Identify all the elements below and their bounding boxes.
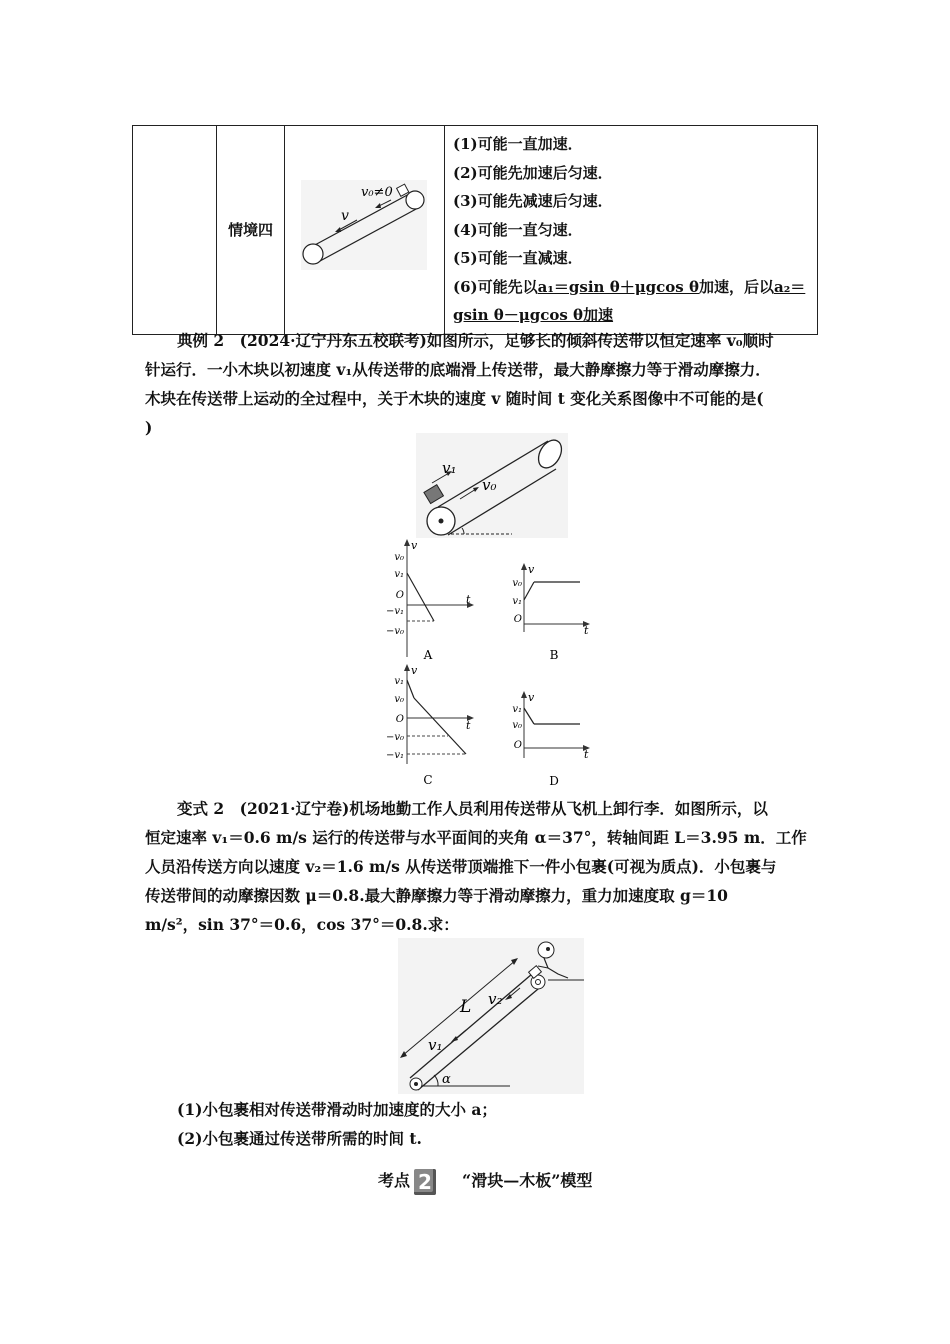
graph-caption: C — [423, 773, 433, 787]
figure-background — [398, 938, 584, 1094]
case-4: (4)可能一直匀速． — [453, 220, 583, 239]
example-2-line-1: 典例 2 (2024·辽宁丹东五校联考)如图所示，足够长的倾斜传送带以恒定速率 v₀顺时 — [177, 331, 774, 350]
question-1: (1)小包裹相对传送带滑动时加速度的大小 a； — [177, 1100, 497, 1119]
origin-label: O — [395, 590, 404, 601]
origin-label: O — [513, 614, 522, 625]
pulley-axle — [439, 519, 444, 524]
tick-label: v₁ — [512, 596, 522, 607]
case-6-mid: 加速，后以 — [698, 277, 774, 296]
case-1: (1)可能一直加速． — [453, 135, 583, 153]
arrowhead — [404, 664, 410, 671]
v0-label: v₀≠0 — [361, 184, 393, 200]
variant-2-line-3: 人员沿传送方向以速度 v₂＝1.6 m/s 从传送带顶端推下一件小包裹(可视为质点)．小包裹与 — [145, 857, 777, 876]
situation-label: 情境四 — [217, 126, 285, 335]
worker-head — [538, 942, 554, 958]
case-5: (5)可能一直减速． — [453, 249, 583, 267]
variant-2-airport-conveyor-figure — [398, 938, 584, 1094]
tick-label: v₀ — [512, 578, 522, 589]
axis-v-label: v — [411, 539, 418, 552]
variant-2-questions — [177, 1095, 777, 1153]
graph-A — [370, 537, 490, 665]
axis-v-label: v — [528, 563, 535, 576]
situation-table — [132, 125, 818, 335]
case-6-suffix: 加速 — [583, 306, 614, 324]
tick-label: v₀ — [512, 720, 522, 731]
question-2: (2)小包裹通过传送带所需的时间 t. — [177, 1129, 422, 1148]
v-t-line — [407, 573, 434, 621]
graph-B — [500, 560, 600, 664]
case-6-formula-2a: a₂＝ — [774, 277, 806, 296]
origin-label: O — [395, 714, 404, 725]
tick-label: v₁ — [394, 569, 404, 580]
axis-t-label: t — [584, 624, 589, 637]
case-6-formula-2b: gsin θ－μgcos θ — [453, 306, 584, 324]
pulley-axle — [414, 1082, 418, 1086]
case-2: (2)可能先加速后匀速． — [453, 163, 613, 182]
tick-label: v₀ — [394, 552, 404, 563]
fig-alpha-label: α — [442, 1072, 451, 1087]
conveyor-diagram-situation4 — [285, 128, 444, 328]
variant-2-line-5: m/s²，sin 37°＝0.6，cos 37°＝0.8.求： — [145, 915, 459, 934]
fig-v1-label: v₁ — [428, 1036, 443, 1054]
section-heading — [378, 1168, 678, 1195]
v-label: v — [341, 207, 349, 224]
section-number-badge: 2 — [414, 1169, 436, 1195]
situation-cases — [445, 126, 818, 335]
origin-label: O — [513, 740, 522, 751]
section-prefix: 考点 — [378, 1171, 411, 1190]
tick-label: −v₀ — [385, 732, 404, 743]
tick-label: −v₀ — [385, 626, 404, 637]
fig-v0-label: v₀ — [482, 476, 497, 494]
example-2-text — [145, 326, 815, 442]
tick-label: v₁ — [394, 676, 404, 687]
arrowhead — [521, 691, 527, 698]
fig-v1-label: v₁ — [442, 459, 457, 477]
axis-v-label: v — [411, 664, 418, 677]
tick-label: −v₁ — [385, 606, 404, 617]
graph-caption: D — [549, 774, 559, 788]
case-6-prefix: (6)可能先以 — [453, 277, 538, 296]
arrowhead — [404, 539, 410, 546]
v-t-line-rise — [524, 582, 534, 600]
example-2-line-2: 针运行．一小木块以初速度 v₁从传送带的底端滑上传送带，最大静摩擦力等于滑动摩擦力． — [145, 360, 771, 379]
example-2-line-4: ) — [145, 418, 153, 437]
tick-label: −v₁ — [385, 750, 404, 761]
example-2-conveyor-figure — [416, 433, 568, 538]
variant-2-text — [145, 794, 815, 939]
v-t-line-gentle — [414, 698, 466, 754]
variant-2-line-4: 传送带间的动摩擦因数 μ＝0.8.最大静摩擦力等于滑动摩擦力，重力加速度取 g＝10 — [145, 886, 728, 905]
graph-caption: A — [423, 648, 433, 662]
worker-eye — [546, 947, 550, 951]
fig-v2-label: v₂ — [488, 990, 503, 1008]
axis-t-label: t — [466, 593, 471, 606]
case-6 — [453, 273, 809, 302]
bottom-pulley — [303, 244, 323, 264]
top-pulley — [406, 191, 424, 209]
graph-C — [370, 662, 490, 790]
graph-caption: B — [549, 648, 559, 662]
variant-2-line-2: 恒定速率 v₁＝0.6 m/s 运行的传送带与水平面间的夹角 α＝37°，转轴间距 L＝3.95 m．工作 — [145, 828, 807, 847]
tick-label: v₀ — [394, 694, 404, 705]
tick-label: v₁ — [512, 704, 522, 715]
graph-D — [500, 688, 600, 790]
fig-L-label: L — [460, 997, 472, 1017]
v-t-line-steep — [407, 680, 414, 698]
case-6-formula-1: a₁＝gsin θ＋μgcos θ — [537, 277, 699, 296]
variant-2-line-1: 变式 2 (2021·辽宁卷)机场地勤工作人员利用传送带从飞机上卸行李．如图所示，以 — [177, 799, 768, 818]
axis-t-label: t — [466, 719, 471, 732]
case-3: (3)可能先减速后匀速． — [453, 192, 613, 210]
axis-t-label: t — [584, 748, 589, 761]
pulley-axle — [536, 980, 541, 985]
arrowhead — [521, 563, 527, 570]
v-t-line-drop — [524, 708, 534, 724]
table-empty-cell — [133, 126, 217, 335]
axis-v-label: v — [528, 691, 535, 704]
section-title: “滑块—木板”模型 — [462, 1171, 593, 1190]
example-2-line-3: 木块在传送带上运动的全过程中，关于木块的速度 v 随时间 t 变化关系图像中不可能的是( — [145, 389, 764, 408]
situation-diagram-cell — [285, 126, 445, 335]
